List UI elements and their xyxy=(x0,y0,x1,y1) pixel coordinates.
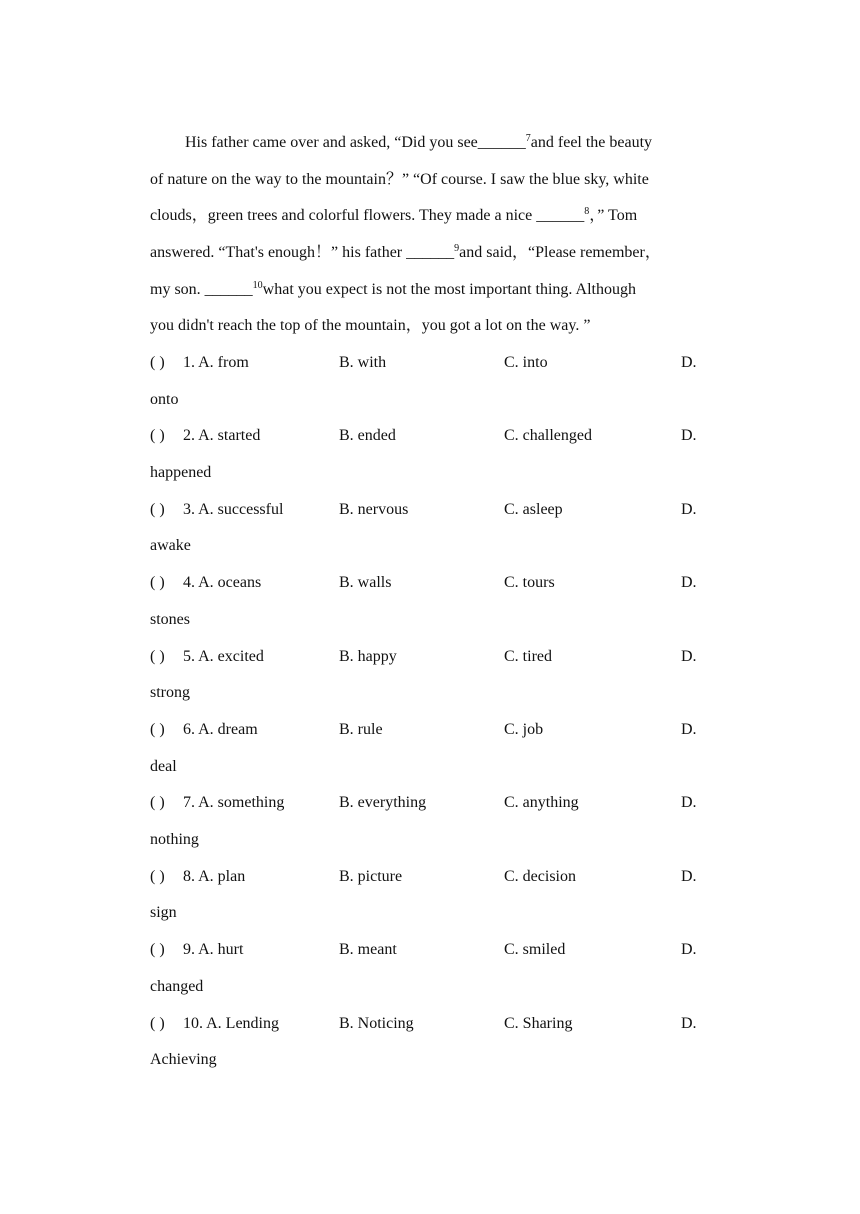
option-c: C. smiled xyxy=(504,941,566,959)
option-d-value: sign xyxy=(150,904,177,922)
question-item xyxy=(150,932,700,1005)
passage-line xyxy=(150,125,700,162)
passage-text: ，” Tom xyxy=(589,207,638,225)
option-a: 3. A. successful xyxy=(183,500,284,518)
blank-number: 8 xyxy=(584,206,590,218)
option-c: C. tours xyxy=(504,574,555,592)
option-b: B. meant xyxy=(339,941,397,959)
option-d-value: stones xyxy=(150,610,190,628)
answer-blank: ( ) xyxy=(150,1014,165,1032)
option-b: B. walls xyxy=(339,574,392,592)
question-item xyxy=(150,639,700,712)
option-b: B. picture xyxy=(339,867,403,885)
option-d-value: happened xyxy=(150,464,212,482)
answer-blank: ( ) xyxy=(150,574,165,592)
passage-line: of nature on the way to the mountain？” “Of course. I saw the blue sky, white xyxy=(150,170,649,188)
passage-text: answered. “That's enough！” his father ______ xyxy=(150,244,455,262)
option-a: 6. A. dream xyxy=(183,720,258,738)
passage-line xyxy=(150,198,700,235)
option-d-value: nothing xyxy=(150,831,199,849)
option-a: 1. A. from xyxy=(183,354,249,371)
answer-blank: ( ) xyxy=(150,427,165,445)
option-c: C. Sharing xyxy=(504,1014,573,1032)
option-b: B. rule xyxy=(339,720,383,738)
passage-text: and feel the beauty xyxy=(530,134,653,151)
option-a: 4. A. oceans xyxy=(183,574,262,592)
option-d-value: awake xyxy=(150,537,191,555)
blank-number: 7 xyxy=(525,133,531,144)
option-d-value: Achieving xyxy=(150,1051,217,1069)
answer-blank: ( ) xyxy=(150,794,165,812)
question-item xyxy=(150,492,700,565)
passage-text: clouds，green trees and colorful flowers. They made a nice ______ xyxy=(150,207,585,225)
option-c: C. job xyxy=(504,720,544,738)
option-d-label: D. xyxy=(681,867,697,885)
option-d-label: D. xyxy=(681,794,697,812)
passage-text: my son. ______ xyxy=(150,280,253,298)
option-c: C. tired xyxy=(504,647,552,665)
answer-blank: ( ) xyxy=(150,867,165,885)
option-b: B. ended xyxy=(339,427,396,445)
passage-text: His father came over and asked, “Did you see______ xyxy=(185,134,526,151)
answer-blank: ( ) xyxy=(150,354,165,371)
question-list xyxy=(150,345,700,1079)
option-d-value: changed xyxy=(150,977,204,995)
option-b: B. nervous xyxy=(339,500,409,518)
option-c: C. anything xyxy=(504,794,579,812)
passage-text: what you expect is not the most important thing. Although xyxy=(262,280,636,298)
option-c: C. asleep xyxy=(504,500,563,518)
option-d-value: deal xyxy=(150,757,177,775)
option-b: B. Noticing xyxy=(339,1014,414,1032)
question-item xyxy=(150,1006,700,1079)
option-d-label: D. xyxy=(681,720,697,738)
blank-number: 10 xyxy=(252,279,263,291)
passage-text: and said，“Please remember， xyxy=(459,244,661,262)
blank-number: 9 xyxy=(454,243,460,255)
question-item xyxy=(150,785,700,858)
option-b: B. happy xyxy=(339,647,397,665)
option-d-label: D. xyxy=(681,500,697,518)
option-a: 10. A. Lending xyxy=(183,1014,279,1032)
question-item xyxy=(150,345,700,418)
option-a: 5. A. excited xyxy=(183,647,264,665)
option-d-value: strong xyxy=(150,684,190,702)
option-b: B. everything xyxy=(339,794,427,812)
passage-line: you didn't reach the top of the mountain，you got a lot on the way. ” xyxy=(150,317,591,335)
option-c: C. into xyxy=(504,354,548,371)
answer-blank: ( ) xyxy=(150,941,165,959)
option-d-label: D. xyxy=(681,427,697,445)
option-c: C. challenged xyxy=(504,427,592,445)
passage-line xyxy=(150,272,700,309)
option-d-label: D. xyxy=(681,941,697,959)
option-b: B. with xyxy=(339,354,387,371)
passage-line xyxy=(150,235,700,272)
question-item xyxy=(150,712,700,785)
answer-blank: ( ) xyxy=(150,720,165,738)
option-a: 9. A. hurt xyxy=(183,941,244,959)
question-item xyxy=(150,565,700,638)
passage xyxy=(150,125,700,345)
option-a: 8. A. plan xyxy=(183,867,246,885)
option-c: C. decision xyxy=(504,867,576,885)
option-d-value: onto xyxy=(150,390,179,408)
option-d-label: D. xyxy=(681,1014,697,1032)
option-a: 7. A. something xyxy=(183,794,285,812)
option-d-label: D. xyxy=(681,354,697,371)
answer-blank: ( ) xyxy=(150,647,165,665)
option-a: 2. A. started xyxy=(183,427,261,445)
option-d-label: D. xyxy=(681,647,697,665)
question-item xyxy=(150,859,700,932)
option-d-label: D. xyxy=(681,574,697,592)
answer-blank: ( ) xyxy=(150,500,165,518)
question-item xyxy=(150,418,700,491)
